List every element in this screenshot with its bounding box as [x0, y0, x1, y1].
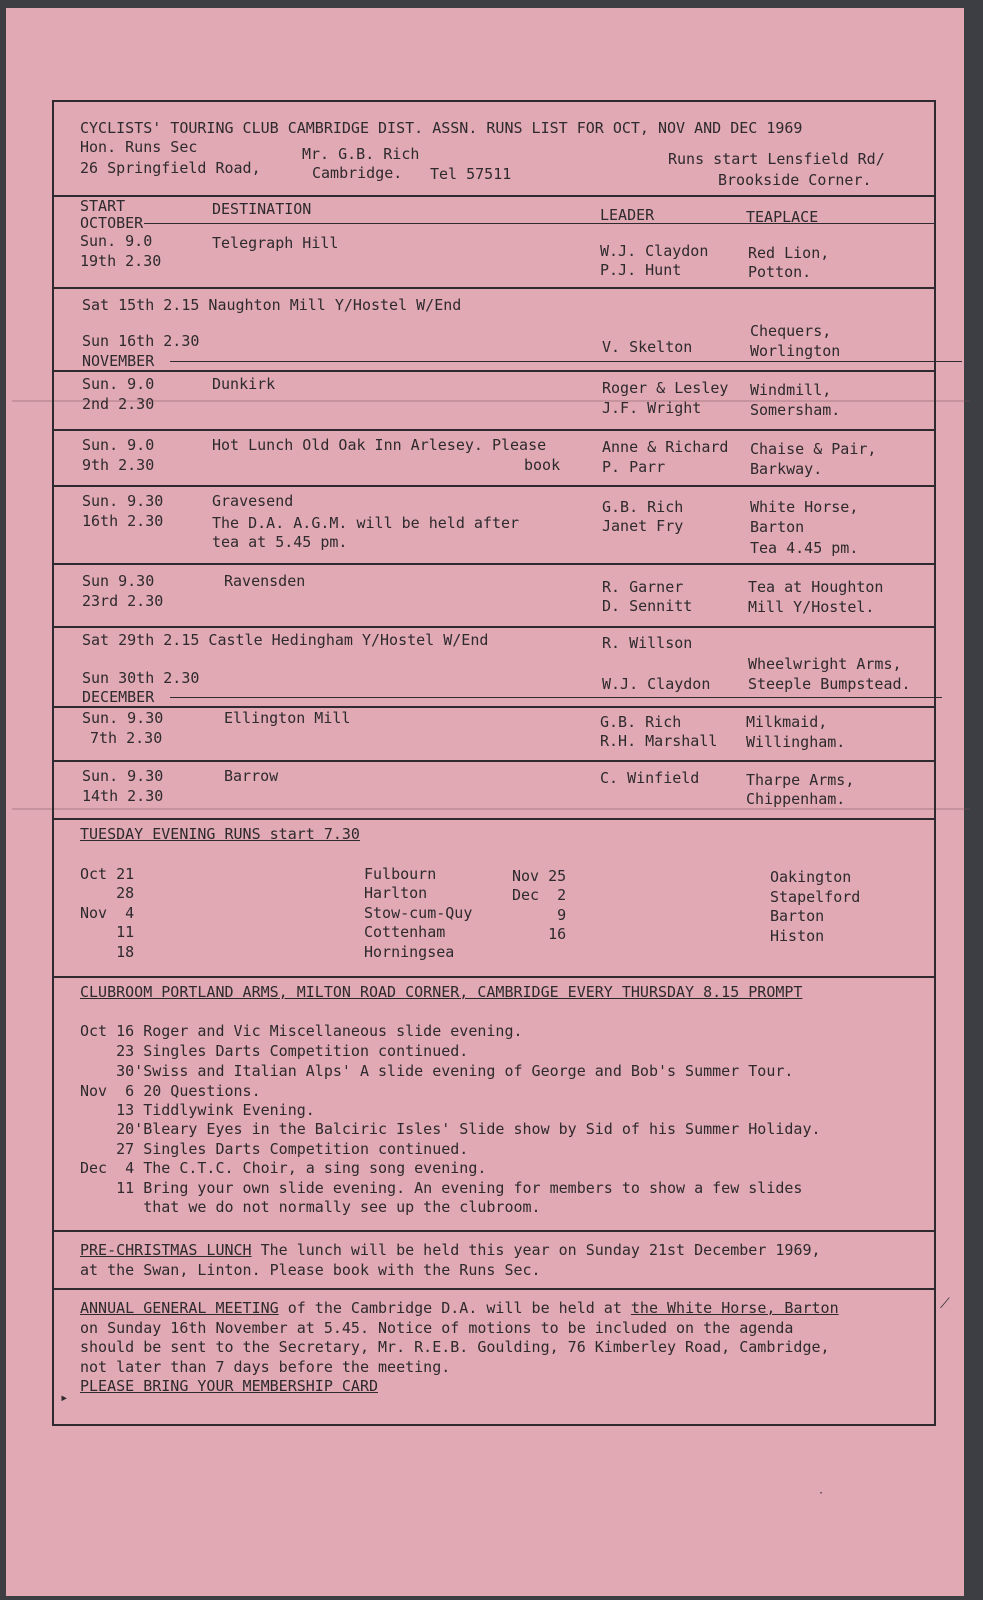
run-gravesend	[54, 487, 934, 565]
run-start-time: Sun. 9.30	[82, 767, 164, 785]
month-rule	[170, 361, 962, 362]
run-leader: W.J. Claydon	[600, 242, 709, 260]
run-start-time: Sun. 9.0	[82, 436, 155, 454]
clubroom-event: Oct 16 Roger and Vic Miscellaneous slide evening.	[80, 1022, 523, 1040]
tuesday-place: Fulbourn	[364, 865, 437, 883]
run-leader: Janet Fry	[602, 517, 684, 535]
secretary-town: Cambridge.	[312, 164, 403, 182]
tuesday-date: Nov 25	[512, 867, 567, 885]
run-teaplace: Chippenham.	[746, 790, 846, 808]
agm-line4: not later than 7 days before the meeting.	[80, 1358, 451, 1376]
tuesday-date: Nov 4	[80, 904, 135, 922]
tuesday-place: Cottenham	[364, 923, 446, 941]
tuesday-date: 11	[80, 923, 135, 941]
run-teaplace: Potton.	[748, 263, 812, 281]
column-teaplace: TEAPLACE	[746, 208, 819, 226]
pen-mark-icon: ⟋	[940, 1296, 950, 1312]
run-teaplace: Chaise & Pair,	[750, 440, 877, 458]
clubroom-event: Nov 6 20 Questions.	[80, 1082, 261, 1100]
agm-line2: on Sunday 16th November at 5.45. Notice of motions to be included on the agenda	[80, 1319, 794, 1337]
clubroom-event: 30'Swiss and Italian Alps' A slide evening of George and Bob's Summer Tour.	[80, 1062, 794, 1080]
run-leader: V. Skelton	[602, 338, 693, 356]
run-start-date: 14th 2.30	[82, 787, 164, 805]
run-teaplace: White Horse,	[750, 498, 859, 516]
clubroom-heading: CLUBROOM PORTLAND ARMS, MILTON ROAD CORNER, CAMBRIDGE EVERY THURSDAY 8.15 PROMPT	[80, 983, 803, 1001]
run-destination: Ellington Mill	[224, 709, 351, 727]
tuesday-date: 18	[80, 943, 135, 961]
run-leader: G.B. Rich	[602, 498, 684, 516]
runs-secretary-name: Mr. G.B. Rich	[302, 145, 420, 163]
tuesday-place: Stow-cum-Quy	[364, 904, 473, 922]
run-teaplace-note: Tea 4.45 pm.	[750, 539, 859, 557]
run-leader: J.F. Wright	[602, 399, 702, 417]
clubroom-event: 23 Singles Darts Competition continued.	[80, 1042, 469, 1060]
run-destination: Telegraph Hill	[212, 234, 339, 252]
run-teaplace: Barkway.	[750, 460, 823, 478]
clubroom-event: 20'Bleary Eyes in the Balciric Isles' Slide show by Sid of his Summer Holiday.	[80, 1120, 821, 1138]
run-teaplace: Wheelwright Arms,	[748, 655, 902, 673]
run-destination: Hot Lunch Old Oak Inn Arlesey. Please	[212, 436, 547, 454]
agm-line1	[80, 1298, 839, 1318]
secretary-telephone: Tel 57511	[430, 165, 512, 183]
run-start-date: Sun 16th 2.30	[82, 332, 200, 350]
agm-heading: ANNUAL GENERAL MEETING	[80, 1299, 279, 1317]
runs-start-line1: Runs start Lensfield Rd/	[668, 150, 885, 168]
agm-text: of the Cambridge D.A. will be held at	[278, 1299, 631, 1317]
run-teaplace: Windmill,	[750, 381, 832, 399]
run-start-date: 2nd 2.30	[82, 395, 155, 413]
tuesday-date: 28	[80, 884, 135, 902]
run-destination: Gravesend	[212, 492, 294, 510]
tuesday-place: Histon	[770, 927, 825, 945]
run-start-date: 9th 2.30	[82, 456, 155, 474]
run-destination-note: tea at 5.45 pm.	[212, 533, 348, 551]
run-teaplace: Tharpe Arms,	[746, 771, 855, 789]
run-leader: W.J. Claydon	[602, 675, 711, 693]
annual-general-meeting	[54, 1290, 934, 1422]
run-start-time: Sun 9.30	[82, 572, 155, 590]
month-october: OCTOBER	[80, 214, 144, 232]
runs-list-document	[52, 100, 936, 1426]
run-start-date: 19th 2.30	[80, 252, 162, 270]
run-teaplace: Milkmaid,	[746, 713, 828, 731]
run-barrow	[54, 762, 934, 820]
run-start-time: Sun. 9.0	[82, 375, 155, 393]
month-rule	[144, 223, 934, 224]
run-leader: G.B. Rich	[600, 713, 682, 731]
tuesday-place: Harlton	[364, 884, 428, 902]
tuesday-place: Horningsea	[364, 943, 455, 961]
run-hedingham-weekend	[54, 628, 934, 708]
run-leader: D. Sennitt	[602, 597, 693, 615]
run-teaplace: Chequers,	[750, 322, 832, 340]
membership-card-reminder: PLEASE BRING YOUR MEMBERSHIP CARD	[80, 1377, 379, 1395]
tuesday-date: Oct 21	[80, 865, 135, 883]
run-leader: P.J. Hunt	[600, 261, 682, 279]
run-destination-note: The D.A. A.G.M. will be held after	[212, 514, 520, 532]
run-start-date: Sun 30th 2.30	[82, 669, 200, 687]
run-teaplace: Barton	[750, 518, 805, 536]
tuesday-date: 9	[512, 906, 567, 924]
runs-secretary-label: Hon. Runs Sec	[80, 138, 198, 156]
run-teaplace: Red Lion,	[748, 244, 830, 262]
arrow-mark-icon: ▸	[60, 1390, 69, 1406]
run-destination-note: book	[524, 456, 561, 474]
run-destination: Barrow	[224, 767, 279, 785]
run-start-date: 7th 2.30	[90, 729, 163, 747]
run-naughton-weekend	[54, 289, 934, 372]
pre-christmas-lunch	[54, 1232, 934, 1290]
run-destination: Ravensden	[224, 572, 306, 590]
header-section	[54, 102, 934, 197]
agm-venue: the White Horse, Barton	[630, 1299, 839, 1317]
run-destination: Dunkirk	[212, 375, 276, 393]
month-rule	[170, 697, 942, 698]
run-teaplace: Tea at Houghton	[748, 578, 884, 596]
run-leader: R. Garner	[602, 578, 684, 596]
tuesday-place: Oakington	[770, 868, 852, 886]
run-arlesey	[54, 431, 934, 487]
run-teaplace: Willingham.	[746, 733, 846, 751]
tuesday-place: Stapelford	[770, 888, 861, 906]
document-title: CYCLISTS' TOURING CLUB CAMBRIDGE DIST. ASSN. RUNS LIST FOR OCT, NOV AND DEC 1969	[80, 119, 803, 137]
clubroom-event: 27 Singles Darts Competition continued.	[80, 1140, 469, 1158]
run-teaplace: Steeple Bumpstead.	[748, 675, 911, 693]
tuesday-date: 16	[512, 925, 567, 943]
run-teaplace: Mill Y/Hostel.	[748, 598, 875, 616]
month-december: DECEMBER	[82, 688, 155, 706]
run-teaplace: Somersham.	[750, 401, 841, 419]
run-teaplace: Worlington	[750, 342, 841, 360]
run-start-time: Sat 29th 2.15 Castle Hedingham Y/Hostel W/End	[82, 631, 489, 649]
column-start: START	[80, 197, 126, 215]
ink-speck-icon: ·	[818, 1488, 825, 1499]
run-dunkirk	[54, 372, 934, 431]
tuesday-place: Barton	[770, 907, 825, 925]
run-start-time: Sun. 9.30	[82, 492, 164, 510]
lunch-line2: at the Swan, Linton. Please book with the Runs Sec.	[80, 1261, 541, 1279]
clubroom-event: that we do not normally see up the clubroom.	[80, 1198, 541, 1216]
lunch-text: The lunch will be held this year on Sunday 21st December 1969,	[251, 1241, 821, 1259]
run-leader: R. Willson	[602, 634, 693, 652]
month-november: NOVEMBER	[82, 352, 155, 370]
run-start-time: Sun. 9.0	[80, 232, 153, 250]
run-start-date: 16th 2.30	[82, 512, 164, 530]
runs-start-line2: Brookside Corner.	[718, 171, 872, 189]
column-leader: LEADER	[600, 206, 655, 224]
october-section	[54, 197, 934, 289]
tuesday-heading: TUESDAY EVENING RUNS start 7.30	[80, 825, 360, 843]
run-start-time: Sat 15th 2.15 Naughton Mill Y/Hostel W/End	[82, 296, 462, 314]
run-leader: P. Parr	[602, 458, 666, 476]
run-leader: C. Winfield	[600, 769, 700, 787]
tuesday-date: Dec 2	[512, 886, 567, 904]
column-destination: DESTINATION	[212, 200, 312, 218]
clubroom-event: Dec 4 The C.T.C. Choir, a sing song evening.	[80, 1159, 487, 1177]
clubroom-event: 13 Tiddlywink Evening.	[80, 1101, 315, 1119]
tuesday-evening-runs	[54, 820, 934, 978]
agm-line3: should be sent to the Secretary, Mr. R.E.B. Goulding, 76 Kimberley Road, Cambridge,	[80, 1338, 830, 1356]
run-leader: R.H. Marshall	[600, 732, 718, 750]
run-start-time: Sun. 9.30	[82, 709, 164, 727]
run-leader: Anne & Richard	[602, 438, 729, 456]
run-leader: Roger & Lesley	[602, 379, 729, 397]
clubroom-programme	[54, 978, 934, 1232]
run-ravensden	[54, 565, 934, 628]
secretary-address: 26 Springfield Road,	[80, 159, 261, 177]
lunch-heading: PRE-CHRISTMAS LUNCH	[80, 1241, 252, 1259]
lunch-line1	[80, 1240, 821, 1260]
run-ellington	[54, 708, 934, 762]
run-start-date: 23rd 2.30	[82, 592, 164, 610]
clubroom-event: 11 Bring your own slide evening. An evening for members to show a few slides	[80, 1179, 803, 1197]
